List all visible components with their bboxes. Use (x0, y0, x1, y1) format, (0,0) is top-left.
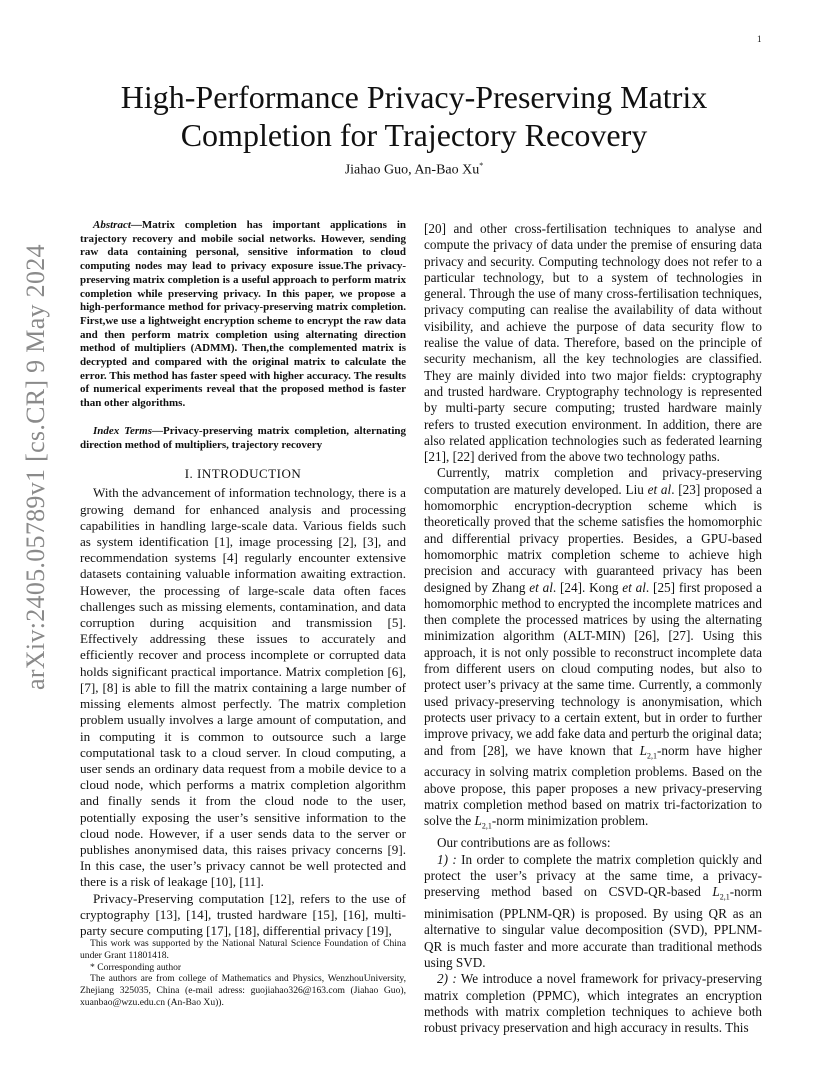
footnote-funding: This work was supported by the National Natural Science Foundation of China under Grant 11801418. (80, 938, 406, 961)
index-terms-lead: Index Terms (93, 424, 152, 437)
intro-paragraph-2: Privacy-Preserving computation [12], refers to the use of cryptography [13], [14], trusted hardware [15], [16], multi-party secure computing [17], [18], differential privacy [19], (80, 890, 406, 938)
right-paragraph-2 (424, 465, 762, 835)
footnote-corresponding: * Corresponding author (90, 961, 182, 973)
text-span: In order to complete the matrix completion quickly and protect the user’s privacy at the same time, a privacy-preserving method based on CSVD-QR-based (424, 851, 762, 900)
page-number: 1 (757, 34, 762, 44)
et-al: et al (622, 579, 646, 595)
contribution-label: 2) : (437, 971, 457, 987)
footnote-affiliation: The authors are from college of Mathematics and Physics, WenzhouUniversity, Zhejiang 325035, China (e-mail adress: guojiahao326@163.com (Jiahao Guo), xuanbao@wzu.edu.cn (An-Bao Xu)). (80, 973, 406, 1008)
norm-subscript: 2,1 (481, 821, 492, 831)
l21-norm (474, 813, 492, 831)
l21-norm (639, 742, 657, 761)
text-span: . [25] first proposed a homomorphic method to encrypted the incomplete matrices and then complete the processed matrices by using the alternating minimization algorithm (ALT-MIN) [26], [27]. Using this approach, it is not only possible to reconstruct incomplete data from different users on cloud computing nodes, but also to protect user’s privacy at the same time. Currently, a commonly used privacy-preserving technology is anonymisation, which protects user privacy to a certain extent, but in order to further improve privacy, we add fake data and perturb the original data; and from [28], we have known that (424, 579, 762, 758)
contribution-1 (424, 852, 762, 972)
norm-subscript: 2,1 (646, 751, 657, 761)
text-span: . [23] proposed a homomorphic encryption-decryption scheme which is theoretically proved that the scheme satisfies the homomorphic and differential privacy properties. Besides, a GPU-based homomorphic matrix completion scheme to achieve high precision and accuracy with guaranteed privacy has been designed by Zhang (424, 481, 763, 595)
authors: Jiahao Guo, An-Bao Xu (344, 162, 480, 178)
contribution-label: 1) : (437, 851, 457, 867)
norm-subscript: 2,1 (719, 892, 730, 902)
left-column (80, 219, 406, 939)
abstract-text: —Matrix completion has important applications in trajectory recovery and mobile social networks. However, sending raw data containing personal, sensitive information to cloud computing nodes may lead to privacy exposure issue.The privacy-preserving matrix completion is a useful approach to perform matrix completion while preserving privacy. In this paper, we propose a high-performance method for privacy-preserving matrix completion. First,we use a lightweight encryption scheme to encrypt the raw data and then perform matrix completion using alternating direction method of multipliers (ADMM). Then,the complemented matrix is decrypted and compared with the original matrix to calculate the error. This method has faster speed with higher accuracy. The results of numerical experiments reveal that the proposed method is faster than other algorithms. (80, 219, 406, 410)
text-span: Currently, matrix completion and privacy-preserving computation are maturely developed. Liu (424, 465, 762, 497)
index-terms (80, 425, 406, 452)
text-span: We introduce a novel framework for privacy-preserving matrix completion (PPMC), which integrates an encryption methods with matrix completion techniques to achieve both robust privacy preservation and high accuracy in results. This (424, 971, 762, 1036)
et-al: et al (647, 481, 672, 497)
right-paragraph-1: [20] and other cross-fertilisation techniques to analyse and compute the privacy of data under the premise of ensuring data privacy and security. Computing technology does not refer to a particular technology, but to a system of technologies in general. Through the use of many cross-fertilisation techniques, privacy computing can realise the availability of data without visibility, and achieve the purpose of data security flow to realise the value of data. Therefore, based on the principle of security mechanism, all the key technologies are classified. They are mainly divided into two major fields: cryptography and trusted hardware. Cryptography technology is represented by multi-party secure computing; trusted hardware mainly refers to trusted execution environment. In addition, there are also related application technologies such as federated learning [21], [22] derived from the above two technology paths. (424, 221, 762, 465)
section-heading: I. INTRODUCTION (184, 466, 302, 482)
footnotes (80, 938, 406, 1009)
text-span: -norm minimisation (PPLNM-QR) is proposed. By using QR as an alternative to singular value decomposition (SVD), PPLNM-QR is much faster and more accurate than traditional methods using SVD. (424, 884, 762, 970)
right-paragraph-3: Our contributions are as follows: (437, 835, 611, 851)
abstract-lead: Abstract (93, 219, 131, 231)
text-span: . [24]. Kong (552, 579, 623, 595)
abstract (80, 219, 406, 411)
paper-title: High-Performance Privacy-Preserving Matrix Completion for Trajectory Recovery (120, 79, 708, 153)
et-al: et al (529, 579, 553, 595)
norm-letter: L (639, 742, 647, 758)
text-span: -norm minimization problem. (491, 813, 649, 829)
norm-letter: L (474, 813, 482, 829)
norm-letter: L (712, 884, 720, 900)
author-line (60, 161, 768, 179)
arxiv-stamp: arXiv:2405.05789v1 [cs.CR] 9 May 2024 (21, 244, 50, 690)
index-terms-text: —Privacy-preserving matrix completion, alternating direction method of multipliers, trajectory recovery (80, 424, 406, 451)
contribution-2 (424, 971, 762, 1036)
corresponding-mark: * (479, 161, 484, 170)
text-span: -norm have higher accuracy in solving matrix completion problems. Based on the above propose, this paper proposes a new privacy-preserving matrix completion method based on matrix tri-factorization to solve the (424, 742, 763, 829)
right-column (424, 221, 762, 1036)
intro-paragraph-1: With the advancement of information technology, there is a growing demand for enhanced analysis and processing capabilities in handling large-scale data. Various fields such as system identification [1], image processing [2], [3], and recommendation systems [4] regularly encounter extensive datasets containing valuable information awaiting extraction. However, the processing of large-scale data often faces challenges such as missing elements, contamination, and data corruption during acquisition and transmission [5]. Effectively addressing these issues to accurately and efficiently recover and process incomplete or corrupted data holds significant practical importance. Matrix completion [6], [7], [8] is able to fill the matrix containing a large number of missing elements almost perfectly. The matrix completion problem usually involves a large amount of computation, and in computing it is common to outsource such a large computational task to a cloud server. In cloud computing, a user sends an ordinary data request from a mobile device to a cloud node, which performs a matrix completion algorithm and finally sends it from the cloud node to the user, potentially exposing the user’s sensitive information to the cloud node. However, if a user sends data to the server or publishes anonymised data, this raises privacy concerns [9]. In this case, the user’s privacy cannot be well protected and there is a risk of leakage [10], [11]. (80, 485, 406, 890)
l21-norm (712, 884, 730, 902)
